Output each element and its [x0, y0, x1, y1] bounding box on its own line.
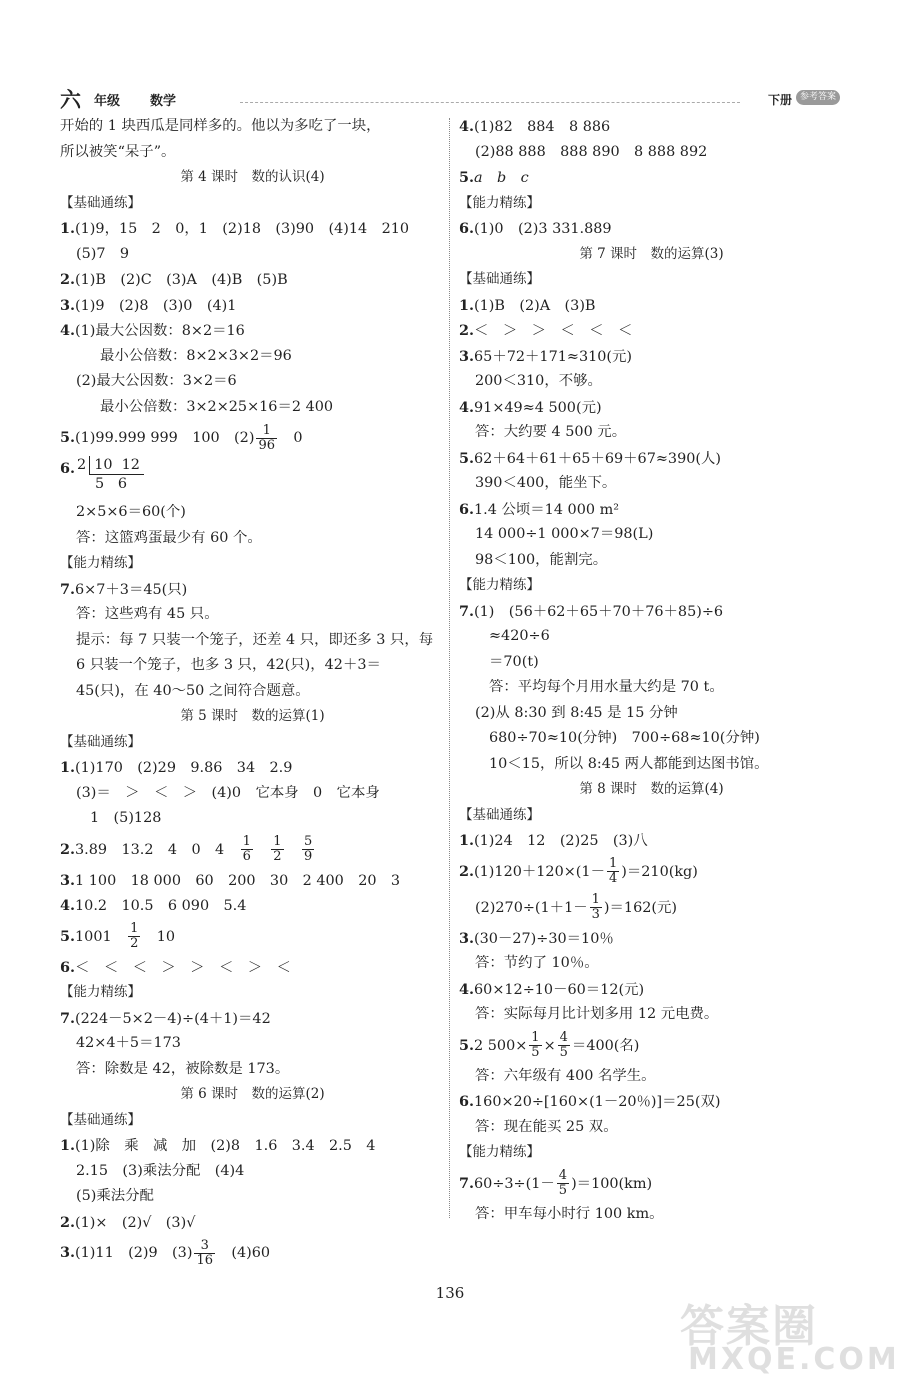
- answer-line: 6.1.4 公顷＝14 000 m²: [459, 500, 620, 518]
- page-number: 136: [435, 1284, 465, 1302]
- answer-line: 6.＜ ＜ ＜ ＞ ＞ ＜ ＞ ＜: [60, 958, 291, 976]
- answer-line: 5.1001 $\frac{1}{2}$ 10: [60, 921, 176, 951]
- fraction: $\frac{1}{4}$: [608, 856, 618, 886]
- answer-line: 3.1 100 18 000 60 200 30 2 400 20 3: [60, 871, 401, 889]
- section-label: 【能力精练】: [459, 1144, 540, 1160]
- answer-line: 4.91×49≈4 500(元): [459, 398, 602, 416]
- header-rule: [240, 102, 740, 103]
- fraction: $\frac{1}{3}$: [591, 892, 600, 922]
- answer-line: (5)7 9: [76, 245, 130, 262]
- watermark-text: 答案圈: [680, 1301, 818, 1352]
- answer-line: (2)88 888 888 890 8 888 892: [475, 143, 708, 160]
- answer-line: 答：实际每月比计划多用 12 元电费。: [475, 1006, 719, 1022]
- answer-line: 3.65＋72＋171≈310(元): [459, 347, 633, 365]
- answer-line: 2×5×6＝60(个): [76, 504, 186, 520]
- answer-line: 2.3.89 13.2 4 0 4 $\frac{1}{6}$ $\frac{1}{2}$ $\frac{5}{9}$: [60, 834, 313, 864]
- answer-line: 7.6×7＋3＝45(只): [60, 580, 188, 598]
- column-divider: [449, 118, 450, 1218]
- answer-line: 14 000÷1 000×7＝98(L): [475, 526, 654, 542]
- fraction: $\frac{1}{96}$: [258, 422, 275, 453]
- answer-line: 5.2 500× $\frac{1}{5}$ × $\frac{4}{5}$ ＝400(名): [459, 1030, 640, 1060]
- answer-line: 42×4＋5＝173: [76, 1035, 181, 1051]
- fraction: $\frac{1}{5}$: [531, 1030, 540, 1060]
- answer-line: 5.62＋64＋61＋65＋69＋67≈390(人): [459, 449, 721, 467]
- lesson-title: 第 5 课时 数的运算(1): [180, 708, 325, 724]
- answer-line: 1.(1)除 乘 减 加 (2)8 1.6 3.4 2.5 4: [60, 1137, 376, 1154]
- answer-line: 1 (5)128: [90, 810, 162, 826]
- answer-line: 1.(1)9，15 2 0，1 (2)18 (3)90 (4)14 210: [60, 220, 410, 237]
- subject-label: 数学: [150, 94, 177, 109]
- answer-line: (5)乘法分配: [76, 1188, 154, 1204]
- page-header: [60, 84, 840, 110]
- answer-line: 6.160×20÷[160×(1－20％)]＝25(双): [459, 1093, 721, 1110]
- answer-line: 答：这些鸡有 45 只。: [76, 606, 219, 622]
- grade-number: 六: [60, 87, 81, 112]
- answer-line: 2.15 (3)乘法分配 (4)4: [76, 1162, 245, 1179]
- answer-line: 2.(1)B (2)C (3)A (4)B (5)B: [60, 271, 288, 288]
- answer-line: 1.(1)B (2)A (3)B: [459, 296, 596, 314]
- answer-line: 2.＜ ＞ ＞ ＜ ＜ ＜: [459, 322, 633, 339]
- answer-line: 最小公倍数：3×2×25×16＝2 400: [100, 398, 334, 415]
- answer-line: 最小公倍数：8×2×3×2＝96: [100, 347, 292, 364]
- answer-line: 10＜15，所以 8:45 两人都能到达图书馆。: [489, 755, 769, 772]
- answer-line: (2)最大公因数：3×2＝6: [76, 373, 237, 389]
- answer-line: 3.(1)11 (2)9 (3) $\frac{3}{16}$ (4)60: [60, 1237, 271, 1268]
- answer-line: 200＜310，不够。: [475, 373, 602, 389]
- answer-line: (3)＝ ＞ ＜ ＞ (4)0 它本身 0 它本身: [76, 784, 380, 801]
- answer-line: ≈420÷6: [489, 628, 550, 644]
- answer-line: 答：这篮鸡蛋最少有 60 个。: [76, 529, 262, 546]
- answer-line: 3.(1)9 (2)8 (3)0 (4)1: [60, 296, 237, 314]
- answer-line: 7.(224－5×2－4)÷(4＋1)＝42: [60, 1009, 271, 1027]
- section-label: 【基础通练】: [459, 806, 540, 823]
- answer-line: 3.(30－27)÷30＝10％: [459, 929, 614, 947]
- fraction: $\frac{4}{5}$: [558, 1168, 568, 1198]
- answer-line: 6. 2 10 12 5 6: [60, 456, 445, 500]
- answer-line: 5.(1)99.999 999 100 (2) $\frac{1}{96}$ 0: [60, 422, 303, 453]
- answer-line: 答：甲车每小时行 100 km。: [475, 1205, 664, 1222]
- answer-line: 答：大约要 4 500 元。: [475, 424, 627, 440]
- left-column: [60, 114, 445, 1271]
- answer-line: 1.(1)24 12 (2)25 (3)八: [459, 832, 648, 849]
- answer-line: 7.60÷3÷(1－ $\frac{4}{5}$ )＝100(km): [459, 1168, 653, 1198]
- answer-line: 2.(1)× (2)√ (3)√: [60, 1213, 196, 1231]
- answer-line: 5.a b c: [459, 169, 529, 186]
- answer-line: 98＜100，能割完。: [475, 551, 608, 568]
- section-label: 【能力精练】: [459, 577, 540, 593]
- fraction: $\frac{4}{5}$: [559, 1030, 568, 1060]
- lesson-title: 第 7 课时 数的运算(3): [579, 245, 724, 262]
- answer-line: 6.(1)0 (2)3 331.889: [459, 220, 612, 237]
- text-line: 开始的 1 块西瓜是同样多的。他以为多吃了一块，: [60, 118, 381, 134]
- answer-line: 答：平均每个月用水量大约是 70 t。: [489, 679, 724, 695]
- fraction: $\frac{1}{2}$: [130, 921, 139, 951]
- lesson-title: 第 4 课时 数的认识(4): [180, 169, 325, 185]
- section-label: 【能力精练】: [60, 984, 141, 1000]
- answer-badge: 参考答案: [796, 90, 840, 105]
- section-label: 【基础通练】: [60, 194, 141, 211]
- answer-line: 390＜400，能坐下。: [475, 475, 617, 491]
- answer-line: 1.(1)170 (2)29 9.86 34 2.9: [60, 759, 293, 776]
- answer-line: 提示：每 7 只装一个笼子，还差 4 只，即还多 3 只，每: [76, 631, 434, 648]
- answer-line: 4.(1)最大公因数：8×2＝16: [60, 322, 245, 339]
- watermark-url: MXQE.COM: [688, 1342, 900, 1377]
- answer-line: 答：除数是 42，被除数是 173。: [76, 1060, 290, 1077]
- answer-line: (2)从 8:30 到 8:45 是 15 分钟: [475, 704, 678, 721]
- answer-line: 4.60×12÷10－60＝12(元): [459, 980, 645, 998]
- fraction: $\frac{1}{6}$: [242, 834, 251, 864]
- answer-line: 4.10.2 10.5 6 090 5.4: [60, 897, 247, 914]
- answer-line: 7.(1) (56＋62＋65＋70＋76＋85)÷6: [459, 602, 724, 620]
- answer-line: 答：六年级有 400 名学生。: [475, 1067, 656, 1084]
- section-label: 【能力精练】: [459, 194, 540, 211]
- answer-line: 6 只装一个笼子，也多 3 只，42(只)，42＋3＝: [76, 657, 381, 673]
- answer-line: 答：节约了 10％。: [475, 955, 599, 971]
- answer-line: ＝70(t): [489, 653, 539, 670]
- right-column: [459, 114, 844, 1227]
- answer-line: 答：现在能买 25 双。: [475, 1118, 618, 1135]
- fraction: $\frac{3}{16}$: [196, 1237, 213, 1268]
- fraction: $\frac{1}{2}$: [273, 834, 282, 864]
- watermark-logo: [680, 1290, 900, 1380]
- section-label: 【基础通练】: [60, 1111, 141, 1128]
- lesson-title: 第 6 课时 数的运算(2): [180, 1086, 325, 1102]
- short-division: 2 10 12 5 6: [77, 456, 144, 493]
- answer-line: 4.(1)82 884 8 886: [459, 118, 611, 135]
- section-label: 【基础通练】: [459, 271, 540, 287]
- answer-line: 45(只)，在 40～50 之间符合题意。: [76, 682, 310, 699]
- answer-line: (2)270÷(1＋1－ $\frac{1}{3}$ )＝162(元): [475, 892, 677, 922]
- grade-label: 年级: [94, 94, 121, 109]
- lesson-title: 第 8 课时 数的运算(4): [579, 781, 724, 797]
- section-label: 【能力精练】: [60, 555, 141, 571]
- fraction: $\frac{5}{9}$: [303, 834, 313, 864]
- answer-line: 2.(1)120＋120×(1－ $\frac{1}{4}$ )＝210(kg): [459, 856, 698, 886]
- volume-label: 下册: [767, 93, 792, 107]
- text-line: 所以被笑“呆子”。: [60, 143, 176, 160]
- section-label: 【基础通练】: [60, 733, 141, 750]
- answer-line: 680÷70≈10(分钟) 700÷68≈10(分钟): [489, 730, 760, 746]
